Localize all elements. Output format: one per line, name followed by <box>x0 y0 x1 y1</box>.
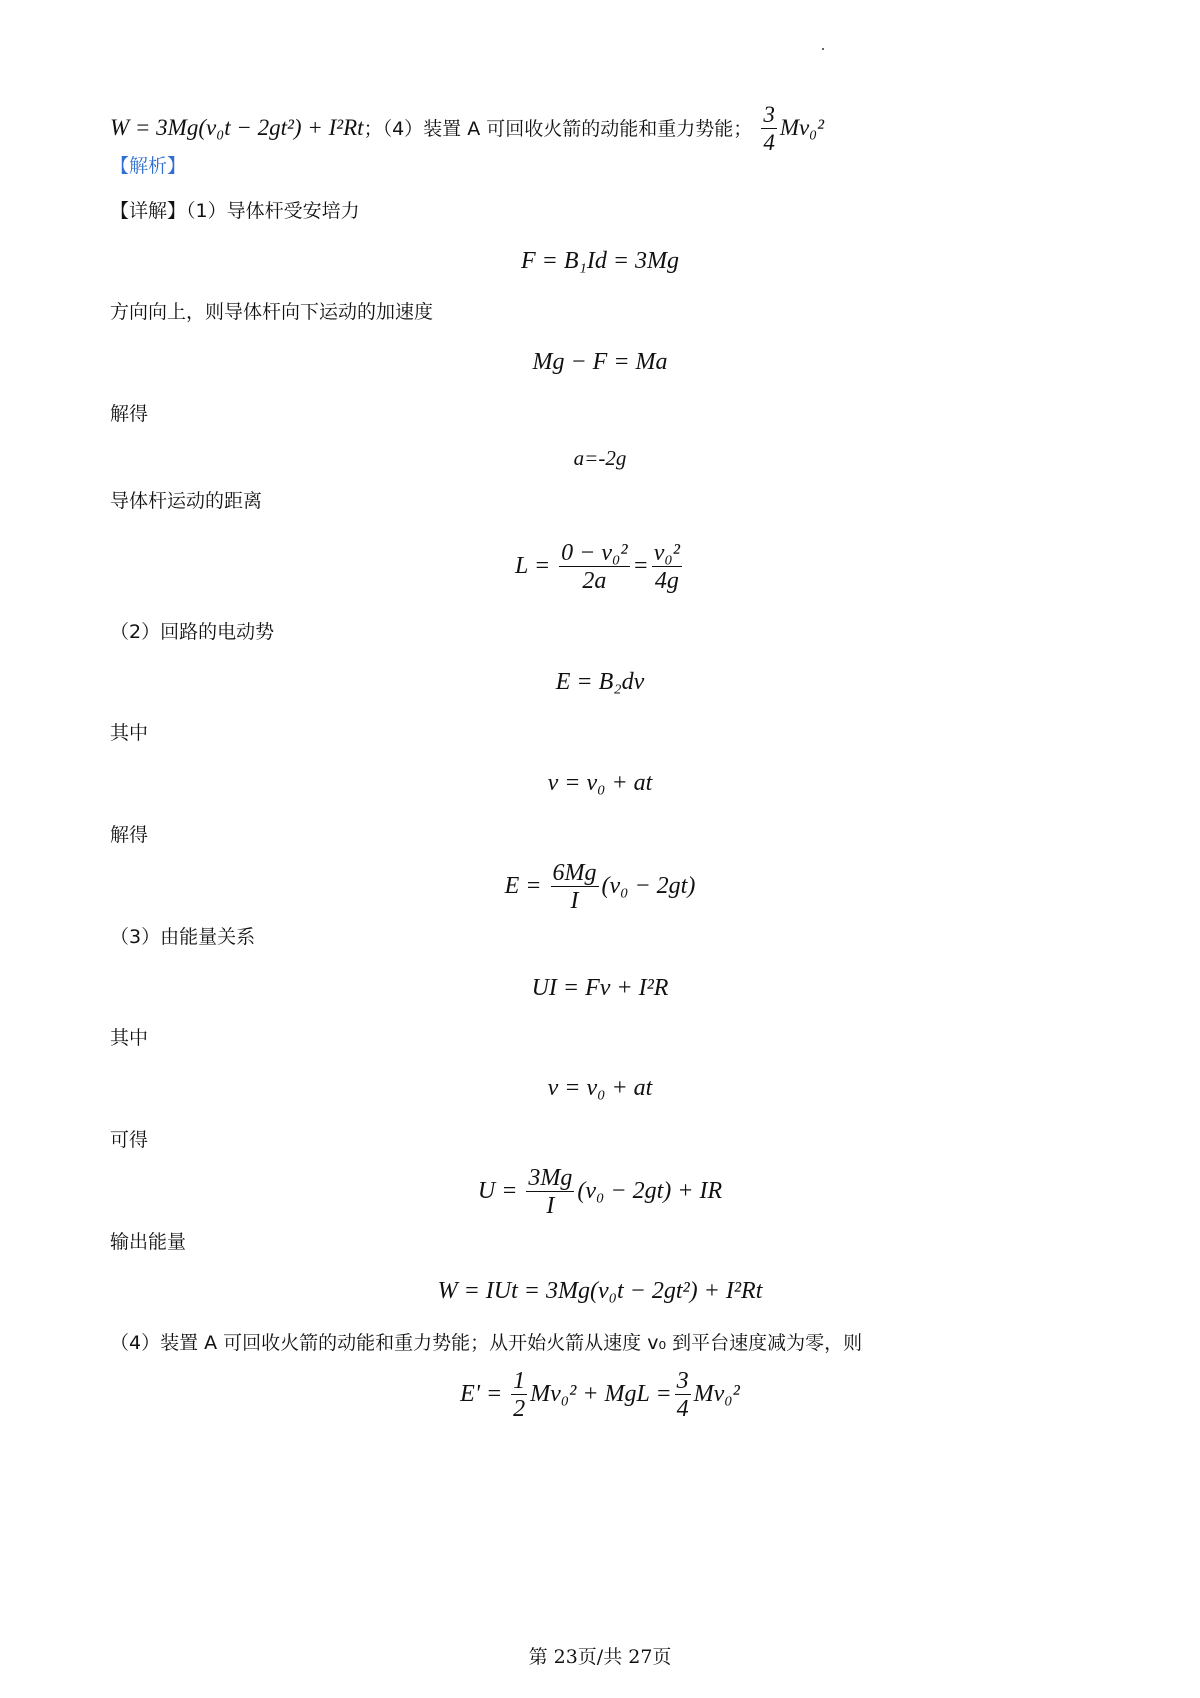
text-solve-2: 解得 <box>110 824 149 846</box>
text-distance: 导体杆运动的距离 <box>110 490 263 512</box>
fraction-half: $\frac{1}{2}$ <box>513 1368 526 1422</box>
separator: ； <box>363 117 383 140</box>
work-equation: W = 3Mg(v₀t − 2gt²) + I²Rt <box>110 114 364 140</box>
equation-recovered-energy: E' = $\frac{1}{2}$ Mv₀² + MgL = $\frac{3}{4}$ Mv₀² <box>460 1368 740 1422</box>
equation-emf-solved: E = $\frac{6Mg}{I}$ (v₀ − 2gt) <box>504 860 696 914</box>
previous-answer-line <box>110 102 824 157</box>
fraction-distance-1: $\frac{\text{0 − v₀²}}{2a}$ <box>561 540 628 594</box>
text-output-energy: 输出能量 <box>110 1231 187 1253</box>
fraction-three-quarters-2: $\frac{3}{4}$ <box>676 1368 689 1422</box>
equation-velocity-2: v = v₀ + at <box>547 1075 653 1101</box>
detail-intro: 【详解】（1）导体杆受安培力 <box>110 200 360 222</box>
text-part-4: （4）装置 A 可回收火箭的动能和重力势能；从开始火箭从速度 v₀ 到平台速度减为零，则 <box>110 1332 863 1354</box>
equation-acceleration: a=-2g <box>573 446 627 470</box>
equation-output-energy: W = IUt = 3Mg(v₀t − 2gt²) + I²Rt <box>437 1278 763 1304</box>
text-direction: 方向向上，则导体杆向下运动的加速度 <box>110 301 434 323</box>
text-part-3: （3）由能量关系 <box>110 926 256 948</box>
text-where-1: 其中 <box>110 722 149 744</box>
fraction-emf: $\frac{6Mg}{I}$ <box>552 860 597 914</box>
fraction-three-quarters: $\frac{3}{4}$ <box>763 102 775 155</box>
text-where-2: 其中 <box>110 1027 149 1049</box>
scan-speck <box>822 48 824 50</box>
equation-distance: L = $\frac{\text{0 − v₀²}}{2a}$ = $\frac{\text{v₀²}}{4g}$ <box>515 540 680 594</box>
text-solve-1: 解得 <box>110 403 149 425</box>
text-get: 可得 <box>110 1129 149 1151</box>
analysis-heading: 【解析】 <box>110 155 187 177</box>
text-part-2: （2）回路的电动势 <box>110 621 275 643</box>
equation-emf: E = B₂dv <box>555 669 645 695</box>
energy-term: Mv₀² <box>779 114 825 140</box>
equation-voltage: U = $\frac{3Mg}{I}$ (v₀ − 2gt) + IR <box>477 1165 723 1219</box>
equation-ampere-force: F = B₁Id = 3Mg <box>520 248 680 274</box>
equation-newton: Mg − F = Ma <box>532 349 668 375</box>
answer-part4: （4）装置 A 可回收火箭的动能和重力势能； <box>382 117 753 140</box>
fraction-voltage: $\frac{3Mg}{I}$ <box>528 1165 573 1219</box>
equation-power: UI = Fv + I²R <box>531 975 669 1001</box>
fraction-distance-2: $\frac{\text{v₀²}}{4g}$ <box>653 540 680 594</box>
page-footer: 第 23页/共 27页 <box>528 1646 672 1668</box>
equation-velocity-1: v = v₀ + at <box>547 770 653 796</box>
